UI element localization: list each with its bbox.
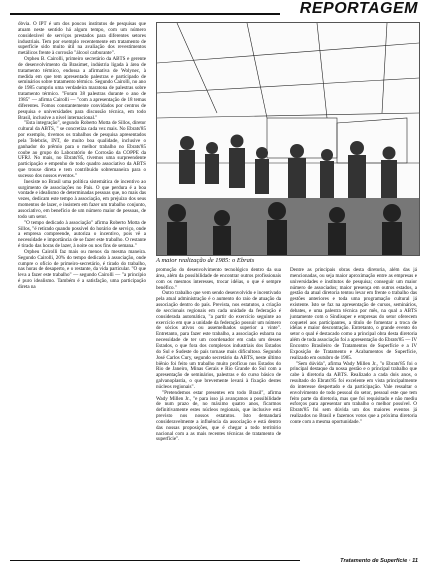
paragraph: Orpheu B. Cairolli, primeiro secretário da ABTS e gerente de desenvolvimento da Brasimet, indústria ligada à área de tratamento térmico, endossa a afirmativa de Wolynec, à medida em que tem apresentado palestras e participado de seminários sobre tratamento térmico. Segundo Cairolli, no ano de 1985 cumpriu uma verdadeira maratona de palestras sobre tratamento térmico. "Foram 38 palestras durante o ano de 1985" — afirma Cairolli — "com a apresentação de 18 temas diferentes. Fomos constantemente convidados por centros de pesquisa e universidades para discussão técnica, em todo Brasil, inclusive a nível internacional." bbox=[18, 56, 146, 121]
page-footer: Tratamento de Superfície · 11 bbox=[340, 558, 418, 564]
section-title: REPORTAGEM bbox=[299, 0, 418, 17]
paragraph: "Pretendemos estar presentes em todo Brasil", afirma Wady Millen Jr., "e para isso já avançamos a possibilidade de num prazo de, no máximo quatro anos, ficarmos definitivamente estes núcleos regionais, que inclusive está previsto nos nossos estatutos. Isto demandará consideravelmente a influência da associação e está dentro das nossas proposições, que é chegar a todo território nacional com a as mais recentes técnicas de tratamento de superfície". bbox=[156, 389, 281, 443]
article-column-1 bbox=[18, 22, 146, 552]
photo-caption: A maior realização de 1985: o Ebrats bbox=[156, 257, 255, 264]
paragraph: "O tempo dedicado à associação" afirma Roberto Motta de Sillos, "é retirado quando possível do horário de serviço, onde a empresa compreende, autoriza o incentivo, pois vê a necessidade e importância de se fazer este trabalho. O restante é tirado das horas de lazer, à noite ou nos fins de semana." bbox=[18, 219, 146, 250]
paragraph: óbvia. O IPT é um dos poucos institutos de pesquisas que atuam neste sentido há algum tempo, com um número considerável de serviços prestados para diferentes setores industriais. Tem por exemplo recentemente em tratamento de superfície sido muito útil na avaliação dos revestimentos metálicos frente à corrosão "álcool carburante". bbox=[18, 21, 146, 57]
paragraph: Dentre as principais obras desta diretoria, além das já mencionadas, ou seja maior aproximação entre as empresas e universidades e institutos de pesquisa; conseguir um maior número de associados; maior presença em outros estados, a gestão da atual diretoria tentou levar em frente o trabalho das gestões anteriores e toda uma programação cultural já existente. Isto se faz na apresentação de cursos, seminários, debates, e uma palestra técnica por mês, na qual a ABTS juntamente com o Sindisuper e empresas do setor oferecem coquetel aos participantes, a título de fomentar a troca de idéias e maior descontração. Entretanto, o grande evento do setor o qual é destacado como a principal obra desta diretoria além de toda associação foi a apresentação do Ebrats'85 — IV Encontro Brasileiro de Tratamentos de Superfície e a IV Exposição de Tratamento e Acabamentos de Superfície, realizado em outubro de 1985. bbox=[290, 267, 417, 361]
footer-rule bbox=[10, 560, 300, 561]
article-photo bbox=[156, 22, 420, 256]
paragraph: "Esta integração", segundo Roberto Motta de Sillos, diretor cultural da ABTS, " se concretiza cada vez mais. No Ebrats'85 por exemplo, tivemos os trabalhos de pesquisa apresentados pela Telebrás, INT, de muito boa qualidade, inclusive o ganhador do prêmio para o melhor trabalho no Ebrats'85 coube ao grupo do Laboratório de Corrosão da COPPE da UFRJ. No mais, no Ebrats'85, tivemos uma surpreendente participação e empenho de todo quadro associativo da ABTS que trouxe direta e tem contribuído sobremaneira para o sucesso dos nossos eventos." bbox=[18, 120, 146, 179]
exhibition-photo-illustration bbox=[157, 23, 419, 255]
header-rule bbox=[10, 0, 280, 15]
paragraph: "Sem dúvida", afirma Wady Millen Jr., "o Ebrats'85 foi o principal destaque da nossa gestão e o principal trabalho que cabe à diretoria da ABTS. Realizado a cada dois anos, o resultado do Ebrats'85 foi excelente em vista principalmente do interesse despertado e da participação. Vale ressaltar o envolvimento de todo pessoal do setor, pessoal este que tem feito parte da diretoria, mas que foi requisitado e não mediu esforços para apresentar um trabalho o melhor possível. O Ebrats'85 foi sem dúvida um dos maiores eventos já realizados no Brasil e fazemos votos que a próxima diretoria conte com a mesma oportunidade." bbox=[290, 360, 417, 425]
paragraph: Orpheu Cairolli faz mais ou menos da mesma maneira. Segundo Cairolli, 20% do tempo dedicado à associação, onde cumpre o ofício de primeiro-secretário, é tirado do trabalho, nas horas de desaperto, e o restante, da vida particular. "O que leva a fazer este trabalho" — segundo Cairolli — "a princípio é puro idealismo. Também é a satisfação, uma participação direta na bbox=[18, 248, 146, 290]
paragraph: Inexiste no Brasil uma política sistemática de incentivo ao surgimento de associações no País. O que perdura é a boa vontade e idealismo de determinadas pessoas que, no mais das vezes, dedicam este tempo à associação, em prejuízo dos seus momentos de lazer, e insistem em fazer um trabalho conjunto, associativo, em benefício de um número maior de pessoas, de todo um setor. bbox=[18, 178, 146, 220]
paragraph: Outro trabalho que vem sendo desenvolvido e incentivado pela atual administração é o aumento do raio de atuação da associação dentro do país. Prevista, nos estatutos, a criação de seccionais regionais em cada unidade da federação é considerada automática, "a partir do exercício seguinte ao exercício em que a unidade da federação possuir um número de sócios ativos ou assemelhados superior a vinte". Entretanto, para fazer este trabalho, a associação esbarra na necessidade de ter um coordenador em cada um desses Estados, o que fora dos complexos industriais dos Estados do Sul e Sudeste do país tornase mais difícultoso. Segundo José Carlos Cury, segundo secretário da ABTS, neste último biênio foi feito um trabalho muito profícuo nos Estados do Rio de Janeiro, Minas Gerais e Rio Grande do Sul com a apresentação de seminários, palestras e do curso básico de galvanoplastia, o que brevemente levará à fixação destes núcleos regionais". bbox=[156, 290, 281, 390]
article-column-2 bbox=[156, 268, 281, 558]
paragraph: promoção do desenvolvimento tecnológico dentro da sua área, além da possibilidade de encontrar outros profissionais com os mesmos interesses, trocar idéias, o que é sempre benéfico." bbox=[156, 267, 281, 291]
article-column-3 bbox=[290, 268, 417, 558]
